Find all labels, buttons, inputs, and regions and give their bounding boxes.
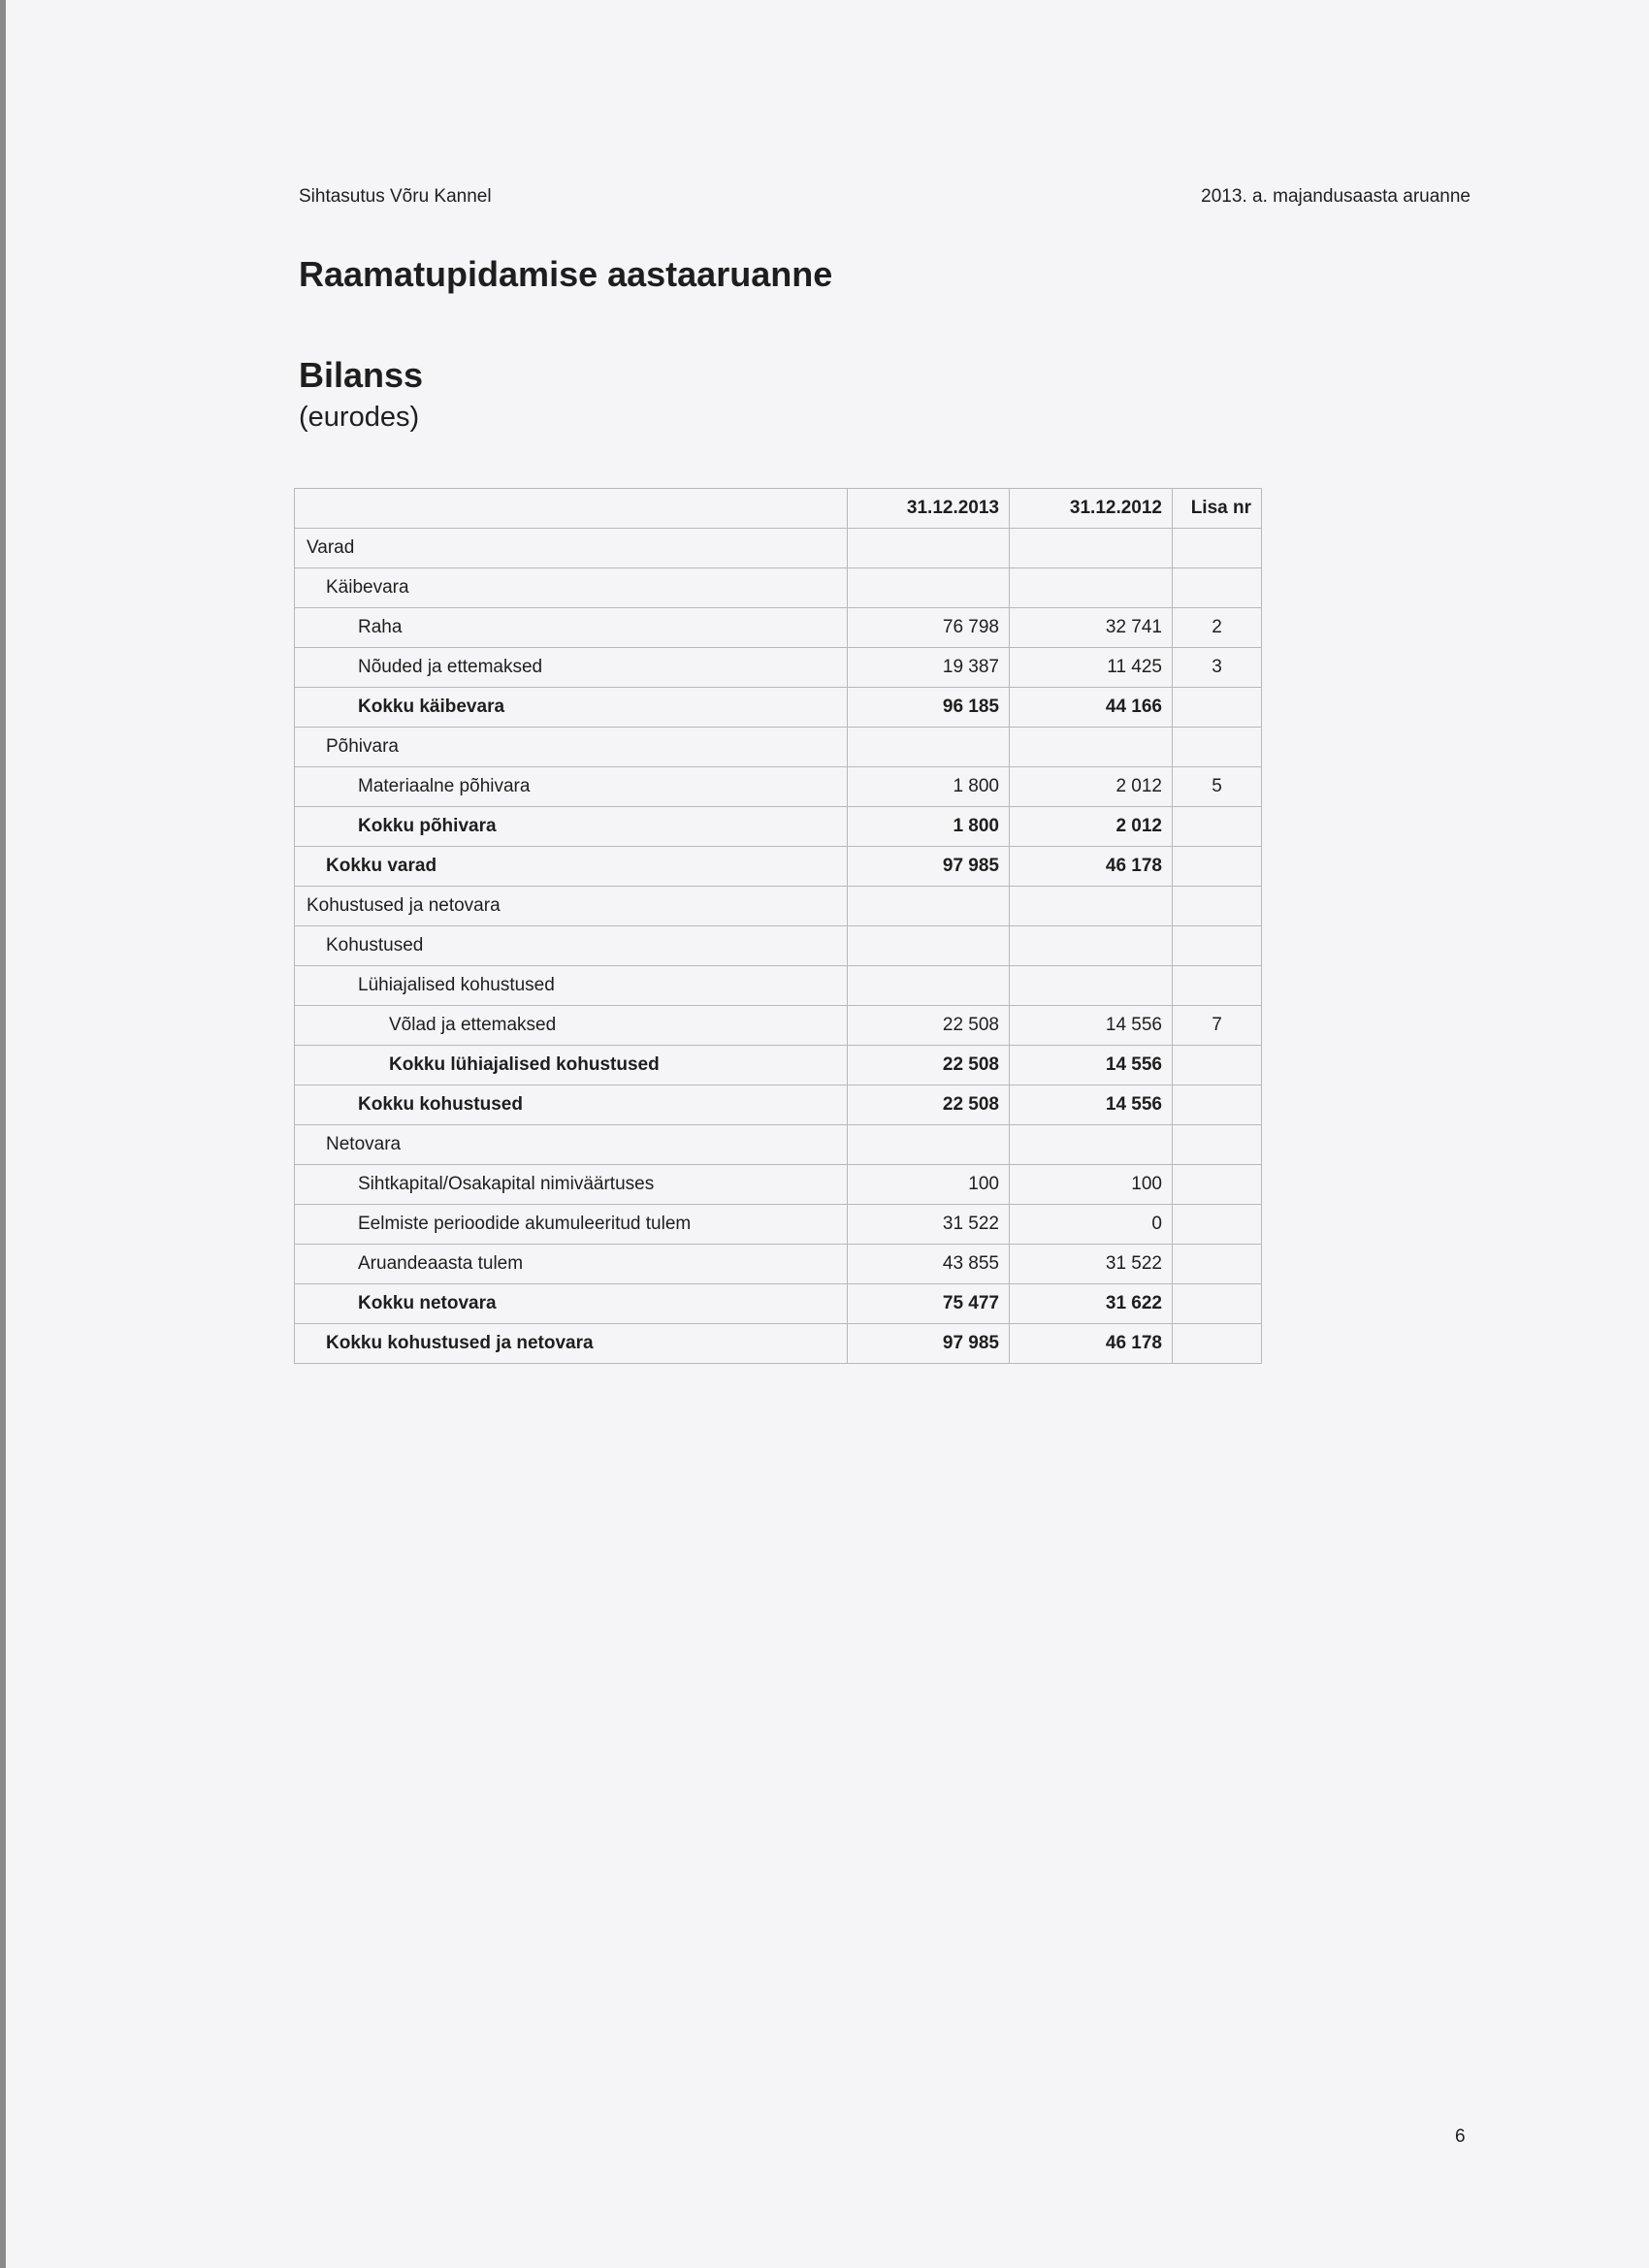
value-2013: 43 855 xyxy=(848,1245,1010,1284)
table-row xyxy=(295,1006,1262,1046)
table-row xyxy=(295,608,1262,648)
column-header-label xyxy=(295,489,848,529)
row-label: Kohustused xyxy=(295,926,848,966)
row-label: Põhivara xyxy=(295,728,848,767)
table-body xyxy=(295,529,1262,1364)
table-row xyxy=(295,966,1262,1006)
note-number xyxy=(1173,529,1262,568)
table-row xyxy=(295,767,1262,807)
value-2012: 44 166 xyxy=(1010,688,1173,728)
table-row xyxy=(295,1046,1262,1085)
value-2012: 32 741 xyxy=(1010,608,1173,648)
note-number xyxy=(1173,966,1262,1006)
row-label: Raha xyxy=(295,608,848,648)
currency-unit: (eurodes) xyxy=(299,402,420,433)
table-row xyxy=(295,1165,1262,1205)
value-2013 xyxy=(848,966,1010,1006)
table-row xyxy=(295,568,1262,608)
note-number xyxy=(1173,1324,1262,1364)
table-row xyxy=(295,887,1262,926)
note-number: 5 xyxy=(1173,767,1262,807)
header-organization: Sihtasutus Võru Kannel xyxy=(299,186,492,207)
column-header-2012: 31.12.2012 xyxy=(1010,489,1173,529)
value-2013 xyxy=(848,529,1010,568)
table-row xyxy=(295,728,1262,767)
row-label: Sihtkapital/Osakapital nimiväärtuses xyxy=(295,1165,848,1205)
value-2012: 14 556 xyxy=(1010,1046,1173,1085)
value-2012: 11 425 xyxy=(1010,648,1173,688)
row-label: Netovara xyxy=(295,1125,848,1165)
row-label: Kokku netovara xyxy=(295,1284,848,1324)
value-2013 xyxy=(848,887,1010,926)
value-2013 xyxy=(848,926,1010,966)
table-row xyxy=(295,1125,1262,1165)
column-header-note: Lisa nr xyxy=(1173,489,1262,529)
row-label: Kokku kohustused ja netovara xyxy=(295,1324,848,1364)
value-2013: 1 800 xyxy=(848,767,1010,807)
document-title: Raamatupidamise aastaaruanne xyxy=(299,254,833,294)
balance-sheet-table xyxy=(294,488,1262,1364)
value-2012: 2 012 xyxy=(1010,767,1173,807)
table-row xyxy=(295,688,1262,728)
note-number: 2 xyxy=(1173,608,1262,648)
note-number xyxy=(1173,1245,1262,1284)
row-label: Eelmiste perioodide akumuleeritud tulem xyxy=(295,1205,848,1245)
value-2013 xyxy=(848,728,1010,767)
table-header-row xyxy=(295,489,1262,529)
value-2012: 46 178 xyxy=(1010,1324,1173,1364)
value-2012 xyxy=(1010,1125,1173,1165)
note-number xyxy=(1173,807,1262,847)
value-2013: 19 387 xyxy=(848,648,1010,688)
value-2013 xyxy=(848,568,1010,608)
value-2012: 14 556 xyxy=(1010,1085,1173,1125)
value-2013: 22 508 xyxy=(848,1006,1010,1046)
value-2013: 100 xyxy=(848,1165,1010,1205)
table-row xyxy=(295,1205,1262,1245)
row-label: Materiaalne põhivara xyxy=(295,767,848,807)
value-2013: 31 522 xyxy=(848,1205,1010,1245)
table-row xyxy=(295,529,1262,568)
note-number xyxy=(1173,1284,1262,1324)
note-number xyxy=(1173,887,1262,926)
table-row xyxy=(295,807,1262,847)
row-label: Lühiajalised kohustused xyxy=(295,966,848,1006)
value-2012 xyxy=(1010,926,1173,966)
note-number xyxy=(1173,688,1262,728)
value-2012: 31 622 xyxy=(1010,1284,1173,1324)
value-2012 xyxy=(1010,529,1173,568)
value-2012 xyxy=(1010,568,1173,608)
value-2013: 22 508 xyxy=(848,1046,1010,1085)
row-label: Kokku käibevara xyxy=(295,688,848,728)
value-2012: 31 522 xyxy=(1010,1245,1173,1284)
value-2013: 75 477 xyxy=(848,1284,1010,1324)
note-number xyxy=(1173,728,1262,767)
row-label: Kokku lühiajalised kohustused xyxy=(295,1046,848,1085)
row-label: Kokku varad xyxy=(295,847,848,887)
row-label: Aruandeaasta tulem xyxy=(295,1245,848,1284)
value-2013: 22 508 xyxy=(848,1085,1010,1125)
table-row xyxy=(295,926,1262,966)
value-2013: 76 798 xyxy=(848,608,1010,648)
note-number: 7 xyxy=(1173,1006,1262,1046)
value-2013 xyxy=(848,1125,1010,1165)
table-row xyxy=(295,1085,1262,1125)
note-number xyxy=(1173,1046,1262,1085)
note-number xyxy=(1173,1165,1262,1205)
row-label: Nõuded ja ettemaksed xyxy=(295,648,848,688)
value-2012 xyxy=(1010,728,1173,767)
value-2012: 14 556 xyxy=(1010,1006,1173,1046)
value-2013: 97 985 xyxy=(848,847,1010,887)
table-row xyxy=(295,1324,1262,1364)
table-row xyxy=(295,847,1262,887)
row-label: Käibevara xyxy=(295,568,848,608)
page-number: 6 xyxy=(1455,2126,1466,2147)
row-label: Kohustused ja netovara xyxy=(295,887,848,926)
value-2012: 2 012 xyxy=(1010,807,1173,847)
note-number xyxy=(1173,1125,1262,1165)
table-row xyxy=(295,648,1262,688)
value-2013: 97 985 xyxy=(848,1324,1010,1364)
value-2012: 0 xyxy=(1010,1205,1173,1245)
column-header-2013: 31.12.2013 xyxy=(848,489,1010,529)
row-label: Võlad ja ettemaksed xyxy=(295,1006,848,1046)
value-2012: 100 xyxy=(1010,1165,1173,1205)
value-2013: 1 800 xyxy=(848,807,1010,847)
note-number xyxy=(1173,847,1262,887)
note-number xyxy=(1173,568,1262,608)
note-number: 3 xyxy=(1173,648,1262,688)
note-number xyxy=(1173,926,1262,966)
section-title: Bilanss xyxy=(299,355,424,395)
note-number xyxy=(1173,1205,1262,1245)
table-row xyxy=(295,1245,1262,1284)
table-row xyxy=(295,1284,1262,1324)
note-number xyxy=(1173,1085,1262,1125)
row-label: Varad xyxy=(295,529,848,568)
value-2012: 46 178 xyxy=(1010,847,1173,887)
value-2012 xyxy=(1010,887,1173,926)
value-2012 xyxy=(1010,966,1173,1006)
header-report-title: 2013. a. majandusaasta aruanne xyxy=(1201,186,1471,207)
row-label: Kokku kohustused xyxy=(295,1085,848,1125)
row-label: Kokku põhivara xyxy=(295,807,848,847)
value-2013: 96 185 xyxy=(848,688,1010,728)
